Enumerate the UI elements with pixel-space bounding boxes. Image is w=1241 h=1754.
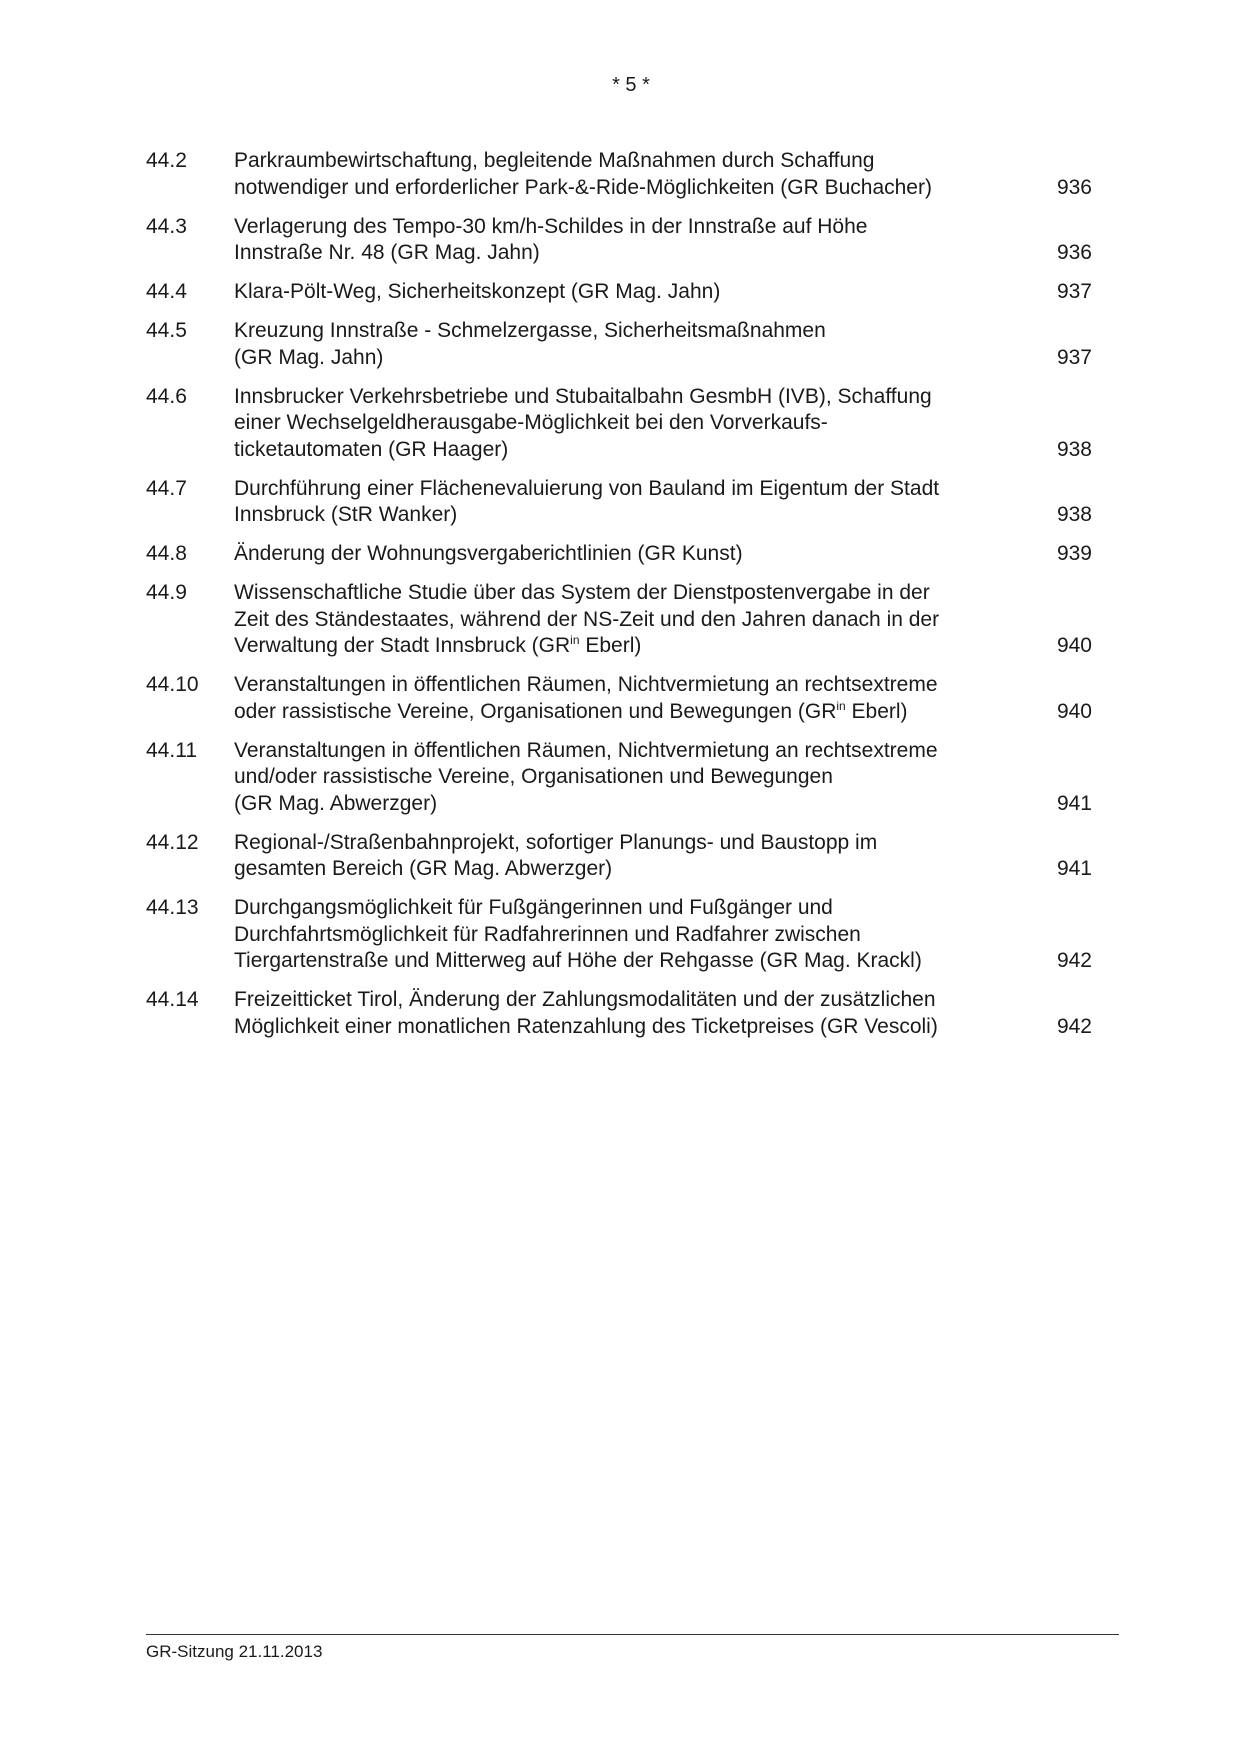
toc-entry-page: 937 [1056, 280, 1092, 303]
toc-entry-title-line: einer Wechselgeldherausgabe-Möglichkeit bei den Vorverkaufs- [234, 411, 828, 434]
toc-entry-title-line: Durchfahrtsmöglichkeit für Radfahrerinnen und Radfahrer zwischen [234, 922, 861, 946]
toc-entry [146, 318, 1092, 371]
toc-entry-title [234, 738, 1004, 818]
toc-entry-title-line: Möglichkeit einer monatlichen Ratenzahlung des Ticketpreises (GR Vescoli) [234, 1014, 938, 1038]
toc-entry-page: 941 [1056, 857, 1092, 880]
toc-entry [146, 987, 1092, 1040]
toc-entry-page: 941 [1056, 791, 1092, 815]
toc-entry-title [234, 148, 1004, 201]
toc-entry-title-line: Kreuzung Innstraße - Schmelzergasse, Sicherheitsmaßnahmen [234, 319, 826, 342]
toc-entry-title-line: gesamten Bereich (GR Mag. Abwerzger) [234, 857, 613, 880]
toc-entry [146, 895, 1092, 975]
toc-entry-page: 936 [1056, 241, 1092, 264]
toc-entry-title-line: Innstraße Nr. 48 (GR Mag. Jahn) [234, 241, 540, 264]
toc-entry-number: 44.6 [146, 384, 187, 408]
toc-entry-title-line: Änderung der Wohnungsvergaberichtlinien (GR Kunst) [234, 542, 743, 565]
toc-entry-title-line: Veranstaltungen in öffentlichen Räumen, Nichtvermietung an rechtsextreme [234, 738, 938, 762]
toc-entry-number: 44.5 [146, 319, 187, 342]
toc-entry-title-line [234, 699, 1004, 726]
toc-entry-number: 44.11 [146, 738, 197, 762]
toc-entry-page: 942 [1056, 949, 1092, 972]
toc-entry-title-line: Parkraumbewirtschaftung, begleitende Maßnahmen durch Schaffung [234, 149, 875, 172]
toc-entry-title-text: Eberl) [845, 699, 908, 723]
toc-entry-page: 942 [1056, 1014, 1092, 1038]
toc-entry [146, 672, 1092, 725]
toc-entry-title [234, 580, 1004, 660]
toc-entry-title [234, 214, 1004, 267]
toc-entry-page: 940 [1056, 634, 1092, 657]
toc-entry-number: 44.9 [146, 581, 187, 604]
toc-entry-title-line: Freizeitticket Tirol, Änderung der Zahlungsmodalitäten und der zusätzlichen [234, 988, 936, 1011]
toc-entry-title [234, 830, 1004, 883]
toc-entry-title-line [234, 633, 1004, 660]
toc-entry-number: 44.3 [146, 214, 187, 238]
toc-entry [146, 279, 1092, 306]
toc-entry-title [234, 895, 1004, 975]
toc-entry-title-line: Regional-/Straßenbahnprojekt, sofortiger Planungs- und Baustopp im [234, 830, 878, 854]
footer-divider [146, 1634, 1119, 1635]
toc-entry-number: 44.12 [146, 830, 199, 854]
toc-entry-number: 44.7 [146, 476, 187, 500]
toc-entry-title-line: Zeit des Ständestaates, während der NS-Zeit und den Jahren danach in der [234, 607, 940, 631]
toc-entry-title [234, 987, 1004, 1040]
toc-entry [146, 580, 1092, 660]
toc-entry-title-line: Innsbruck (StR Wanker) [234, 503, 458, 526]
toc-entry-number: 44.8 [146, 542, 187, 565]
toc-entry-title-text: oder rassistische Vereine, Organisationen und Bewegungen (GR [234, 699, 837, 723]
toc-entry-title-line: Klara-Pölt-Weg, Sicherheitskonzept (GR Mag. Jahn) [234, 280, 721, 303]
toc-entry-title-line: ticketautomaten (GR Haager) [234, 437, 509, 461]
toc-entry-title [234, 672, 1004, 725]
toc-entry-title-text: Verwaltung der Stadt Innsbruck (GR [234, 634, 571, 657]
toc-entry [146, 214, 1092, 267]
toc-entry-page: 938 [1056, 503, 1092, 526]
toc-entry-title-line: Innsbrucker Verkehrsbetriebe und Stubaitalbahn GesmbH (IVB), Schaffung [234, 384, 932, 408]
toc-entry-title-text: Eberl) [579, 634, 642, 657]
toc-entry-title [234, 279, 1004, 306]
toc-entry-page: 937 [1056, 345, 1092, 369]
toc-entry-title-line: (GR Mag. Jahn) [234, 345, 384, 369]
toc-entry-title [234, 384, 1004, 464]
toc-entry-title [234, 318, 1004, 371]
toc-entry-title-line: Veranstaltungen in öffentlichen Räumen, Nichtvermietung an rechtsextreme [234, 673, 938, 696]
toc-entry-title-line: Tiergartenstraße und Mitterweg auf Höhe der Rehgasse (GR Mag. Krackl) [234, 949, 922, 972]
toc-entry-title [234, 541, 1004, 568]
gender-superscript: in [570, 633, 580, 647]
toc-entry-number: 44.14 [146, 988, 199, 1011]
toc-entry [146, 148, 1092, 201]
footer-session-date: GR-Sitzung 21.11.2013 [146, 1642, 323, 1661]
toc-entry [146, 541, 1092, 568]
toc-entry [146, 738, 1092, 818]
toc-entry [146, 384, 1092, 464]
toc-entry-page: 940 [1056, 699, 1092, 723]
toc-entry-title-line: notwendiger und erforderlicher Park-&-Ride-Möglichkeiten (GR Buchacher) [234, 175, 932, 199]
toc-entry-page: 939 [1056, 542, 1092, 565]
gender-superscript: in [836, 698, 846, 713]
toc-entry-title-line: Durchführung einer Flächenevaluierung von Bauland im Eigentum der Stadt [234, 476, 940, 500]
toc-entry [146, 830, 1092, 883]
toc-entry-page: 938 [1056, 437, 1092, 461]
toc-entry-title [234, 476, 1004, 529]
page-number: * 5 * [612, 74, 650, 96]
toc-entry-number: 44.4 [146, 280, 187, 303]
toc-entry-title-line: Durchgangsmöglichkeit für Fußgängerinnen und Fußgänger und [234, 896, 833, 919]
toc-entry-number: 44.2 [146, 149, 187, 172]
toc-entry-title-line: Verlagerung des Tempo-30 km/h-Schildes in der Innstraße auf Höhe [234, 214, 868, 238]
toc-entry-page: 936 [1056, 175, 1092, 199]
toc-entry-number: 44.10 [146, 673, 199, 696]
toc-entry-title-line: (GR Mag. Abwerzger) [234, 791, 438, 815]
toc-entry-title-line: und/oder rassistische Vereine, Organisationen und Bewegungen [234, 765, 833, 788]
table-of-contents [146, 148, 1092, 1053]
toc-entry-title-line: Wissenschaftliche Studie über das System der Dienstpostenvergabe in der [234, 581, 930, 604]
toc-entry [146, 476, 1092, 529]
toc-entry-number: 44.13 [146, 896, 199, 919]
